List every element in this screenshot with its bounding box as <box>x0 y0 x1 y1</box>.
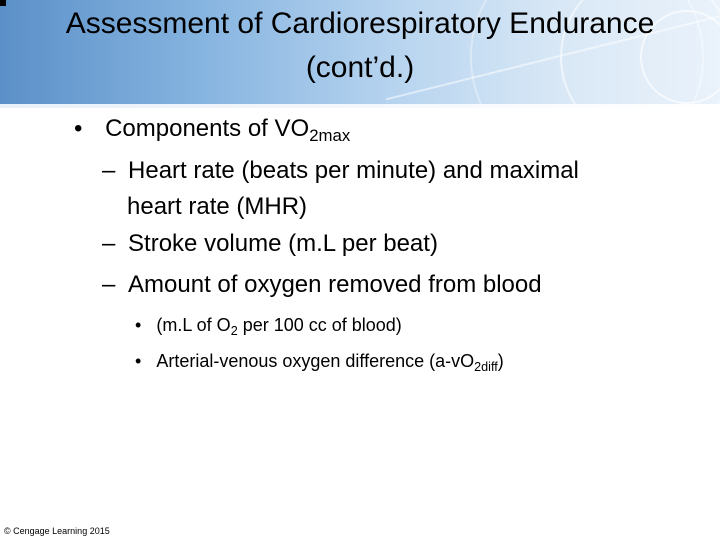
bullet-components-vo2max <box>74 115 351 146</box>
slide-title-line-1: Assessment of Cardiorespiratory Endurance <box>65 7 655 40</box>
bullet-ml-o2 <box>135 314 402 336</box>
bullet-arterial-venous <box>135 350 504 372</box>
bullet-heart-rate-continued <box>127 193 307 221</box>
dash-marker: – <box>102 157 116 184</box>
subscript-2diff: 2diff <box>474 359 498 374</box>
bullet-text: Stroke volume (m.L per beat) <box>128 230 438 257</box>
bullet-marker: • <box>74 115 83 142</box>
bullet-oxygen-removed <box>102 271 542 299</box>
bullet-marker: • <box>135 315 142 335</box>
dash-marker: – <box>102 230 116 257</box>
bullet-heart-rate <box>102 157 579 185</box>
bullet-text: per 100 cc of blood) <box>237 315 402 335</box>
bullet-stroke-volume <box>102 230 438 258</box>
bullet-text: ) <box>497 351 504 371</box>
subscript-2: 2 <box>230 323 238 338</box>
subscript-2max: 2max <box>309 126 351 146</box>
slide-title-line-2: (cont’d.) <box>305 51 415 84</box>
bullet-text: Amount of oxygen removed from blood <box>128 271 542 298</box>
bullet-text: Components of VO <box>105 115 310 142</box>
bullet-text: Heart rate (beats per minute) and maximal <box>128 157 579 184</box>
bullet-text: heart rate (MHR) <box>127 193 308 220</box>
bullet-text: Arterial-venous oxygen difference (a-vO <box>156 351 475 371</box>
copyright-notice: © Cengage Learning 2015 <box>4 526 110 536</box>
bullet-marker: • <box>135 351 142 371</box>
dash-marker: – <box>102 271 116 298</box>
bullet-text: (m.L of O <box>156 315 231 335</box>
